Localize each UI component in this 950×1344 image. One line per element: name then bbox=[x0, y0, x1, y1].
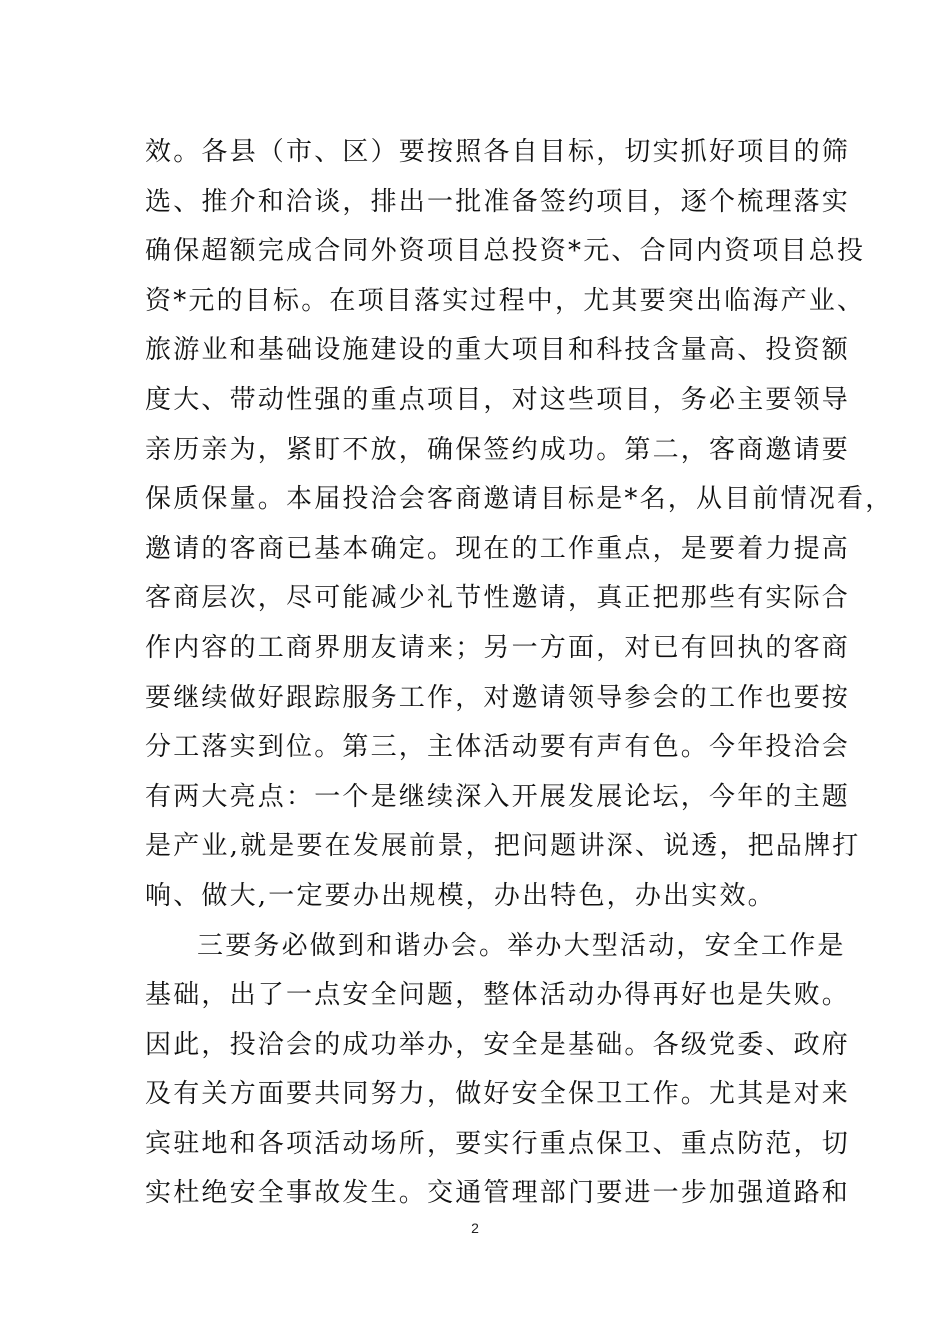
text-line: 分工落实到位。第三，主体活动要有声有色。今年投洽会 bbox=[145, 732, 851, 763]
page-number: 2 bbox=[471, 1220, 479, 1236]
text-line: 有两大亮点：一个是继续深入开展发展论坛，今年的主题 bbox=[145, 781, 851, 812]
text-line: 基础，出了一点安全问题，整体活动办得再好也是失败。 bbox=[145, 980, 851, 1011]
body-text bbox=[145, 128, 894, 1219]
text-line: 响、做大,一定要办出规模，办出特色，办出实效。 bbox=[145, 880, 776, 911]
paragraph-start-line: 三要务必做到和谐办会。举办大型活动，安全工作是 bbox=[197, 930, 846, 961]
text-line: 资*元的目标。在项目落实过程中，尤其要突出临海产业、 bbox=[145, 285, 866, 316]
text-line: 效。各县（市、区）要按照各自目标，切实抓好项目的筛 bbox=[145, 137, 851, 167]
text-line: 因此，投洽会的成功举办，安全是基础。各级党委、政府 bbox=[145, 1029, 851, 1060]
text-line: 是产业,就是要在发展前景，把问题讲深、说透，把品牌打 bbox=[145, 831, 861, 862]
text-line: 宾驻地和各项活动场所，要实行重点保卫、重点防范，切 bbox=[145, 1128, 851, 1159]
text-line: 度大、带动性强的重点项目，对这些项目，务必主要领导 bbox=[145, 384, 851, 415]
text-line: 选、推介和洽谈，排出一批准备签约项目，逐个梳理落实 bbox=[145, 186, 851, 217]
text-line: 确保超额完成合同外资项目总投资*元、合同内资项目总投 bbox=[145, 236, 866, 267]
text-line: 邀请的客商已基本确定。现在的工作重点，是要着力提高 bbox=[145, 533, 851, 564]
text-line: 亲历亲为，紧盯不放，确保签约成功。第二，客商邀请要 bbox=[145, 434, 851, 465]
text-line: 要继续做好跟踪服务工作，对邀请领导参会的工作也要按 bbox=[145, 682, 851, 713]
text-line: 旅游业和基础设施建设的重大项目和科技含量高、投资额 bbox=[145, 335, 851, 366]
text-line: 保质保量。本届投洽会客商邀请目标是*名，从目前情况看， bbox=[145, 484, 894, 515]
text-line: 及有关方面要共同努力，做好安全保卫工作。尤其是对来 bbox=[145, 1079, 851, 1110]
text-line: 实杜绝安全事故发生。交通管理部门要进一步加强道路和 bbox=[145, 1178, 851, 1209]
text-line: 客商层次，尽可能减少礼节性邀请，真正把那些有实际合 bbox=[145, 583, 851, 614]
text-line: 作内容的工商界朋友请来；另一方面，对已有回执的客商 bbox=[145, 632, 851, 663]
